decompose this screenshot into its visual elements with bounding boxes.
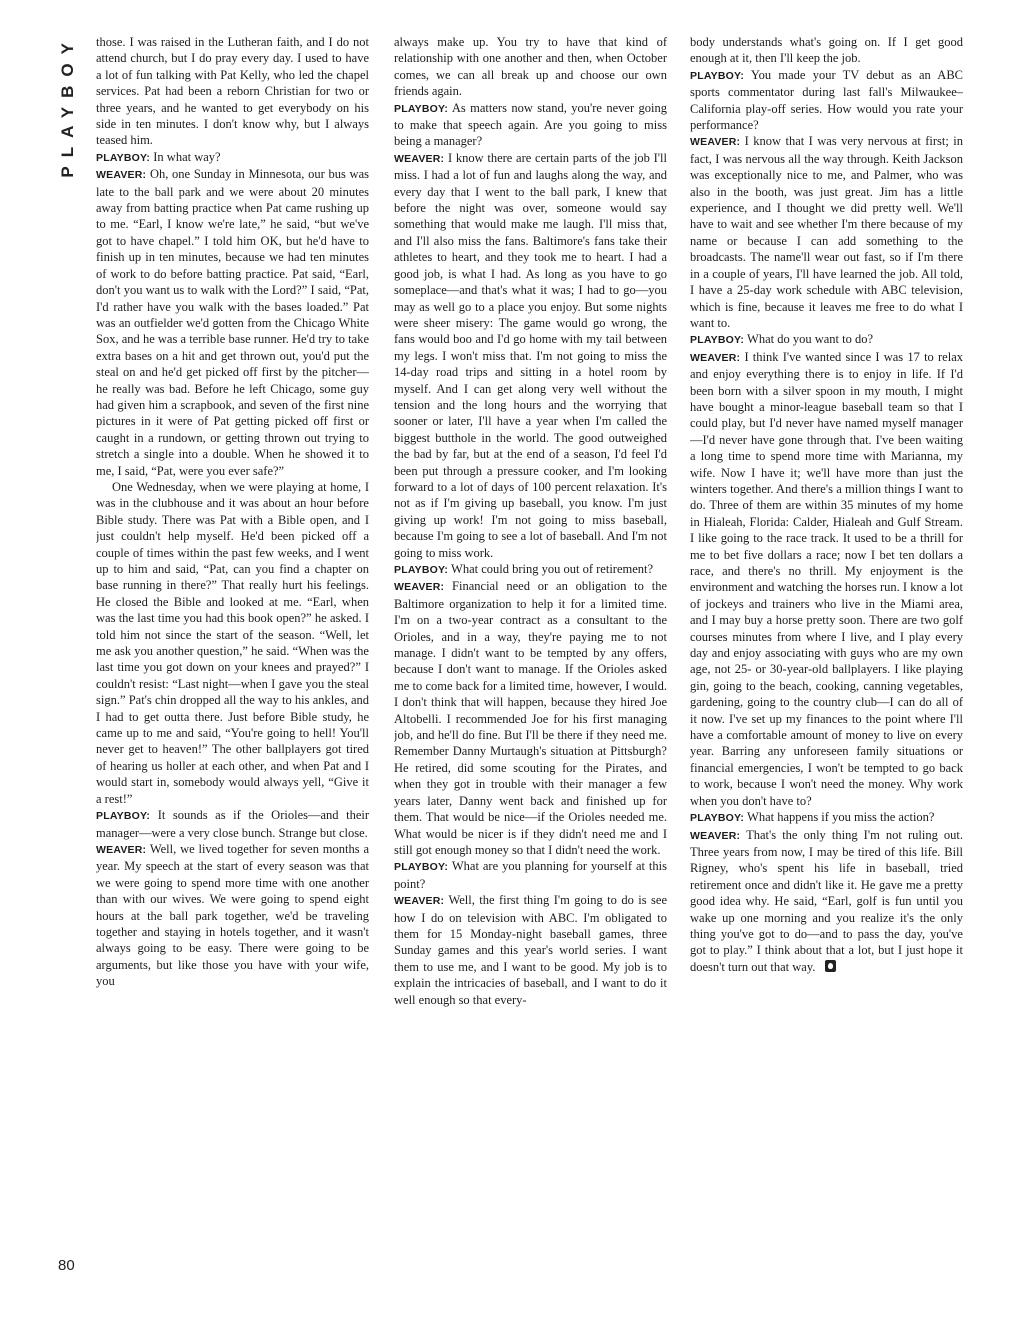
paragraph-text: What do you want to do? — [747, 332, 874, 347]
paragraph-text: What could bring you out of retirement? — [451, 562, 654, 576]
paragraph-text: I think I've wanted since I was 17 to relax and enjoy everything there is to enjoy in life. If I'd been born with a silver spoon in my mouth, I might have bought a minor-league baseball team so that I could play, but I'd never have named myself manager—I'd never have gone through that. I've been waiting a long time to spend more time with Marianna, my wife. Now I have it; we'll have more than just the winters together. And there's a million things I want to do. Three of them are within 35 minutes of my home in Hialeah, Florida: Calder, Hialeah and Gulf Stream. I like going to the race track. It used to be a thrill for me to bet five dollars a race; now I bet ten dollars a race, and there's no thrill. My enjoyment is the environment and watching the horses run. I know a lot of jockeys and trainers who live in the Miami area, and I may buy a horse pretty soon. There are two golf courses minutes from where I live, and I play every day and enjoy associating with guys who are my own age, not 25- or 30-year-old ballplayers. I like playing gin, going to the beach, cooking, canning vegetables, gardening, going to the country club—I can do all of it now. I've set up my finances to the point where I'll have a comfortable amount of money to live on every year. Barring any unforeseen family situations or financial emergencies, I won't be tempted to go back to work, because I won't need the money. Why work when you don't have to? — [690, 349, 963, 808]
running-head: PLAYBOY — [58, 34, 77, 178]
text-column-3 — [690, 34, 963, 1274]
speaker-label: PLAYBOY: — [690, 334, 745, 347]
body-paragraph — [690, 34, 963, 67]
paragraph-text: You made your TV debut as an ABC sports commentator during last fall's Milwaukee–California play-off series. How would you rate your performance? — [690, 67, 963, 133]
paragraph-text: those. I was raised in the Lutheran faith, and I do not attend church, but I do pray every day. I used to have a lot of fun talking with Pat Kelly, who led the chapel services. Pat had been a reborn Christian for two or three years, and he wanted to get everybody on his side in ten minutes. I don't know why, but I always teased him. — [96, 35, 369, 148]
body-paragraph — [96, 479, 369, 807]
paragraph-text: As matters now stand, you're never going to make that speech again. Are you going to miss being a manager? — [394, 100, 667, 149]
speaker-label: WEAVER: — [690, 829, 741, 842]
body-paragraph — [96, 34, 369, 149]
paragraph-text: That's the only thing I'm not ruling out. Three years from now, I may be tired of this life. Bill Rigney, who's spent his life in baseball, tried retirement once and didn't like it. He gave me a pretty good idea why. He said, “Earl, golf is fun until you wake up one morning and you realize it's the only thing you've got to do—and to pass the day, you've got to play.” I think about that a lot, but I just hope it doesn't turn out that way. — [690, 827, 963, 974]
speaker-label: PLAYBOY: — [394, 102, 449, 115]
interview-paragraph — [690, 133, 963, 331]
interview-paragraph — [96, 149, 369, 166]
paragraph-text: In what way? — [153, 149, 221, 164]
paragraph-text: Well, the first thing I'm going to do is see how I do on television with ABC. I'm obligated to them for 15 Monday-night baseball games, three Sunday games and this year's world series. I want them to use me, and I want to be good. My job is to explain the intricacies of baseball, and I want to do it well enough so that every- — [394, 893, 667, 1007]
speaker-label: WEAVER: — [96, 843, 147, 856]
interview-paragraph — [394, 892, 667, 1008]
interview-paragraph — [394, 578, 667, 858]
paragraph-text: One Wednesday, when we were playing at home, I was in the clubhouse and it was about an hour before Bible study. There was Pat with a Bible open, and I just couldn't help myself. He'd been picked off a couple of times within the past few weeks, and I went up to him and said, “Pat, can you find a chapter on base running in there?” That really hurt his feelings. He closed the Bible and looked at me. “Earl, when was the last time you had this book open?” he asked. I told him not since the start of the season. “Well, let me ask you another question,” he said. “When was the last time you got down on your knees and prayed?” I couldn't resist: “Last night—when I gave you the steal sign.” Pat's chin dropped all the way to his ankles, and I had to get outta there. Just before Bible study, he came up to me and said, “You're going to hell! You'll never get to heaven!” The other ballplayers got tired of hearing us holler at each other, and when Pat and I would start in, somebody would always yell, “Give it a rest!” — [96, 479, 369, 806]
text-column-1 — [96, 34, 369, 1274]
speaker-label: WEAVER: — [690, 136, 741, 149]
interview-paragraph — [690, 349, 963, 809]
interview-paragraph — [394, 561, 667, 578]
speaker-label: PLAYBOY: — [690, 69, 745, 82]
paragraph-text: I know there are certain parts of the job I'll miss. I had a lot of fun and laughs along the way, and every day that I went to the ball park, I knew that before the night was over, someone would say something that would make me laugh. I'll miss that, and I'll also miss the fans. Baltimore's fans take their athletes to heart, and they took me to heart. I had a good job, is what I had. As long as you have to go someplace—and that's what it was; I had to go—you may as well go to a place you enjoy. But some nights were sheer misery: The game would go wrong, the fans would boo and I'd go home with my tail between my legs. I won't miss that. I'm not going to miss the 14-day road trips and sitting in a hotel room by myself. And I can get along very well without the tension and the long hours and the worrying that sooner or later, I'll have a year when I'm called the biggest butthole in the world. The good outweighed the bad by far, but at the end of a season, I'd feel I'd been put through a pressure cooker, and I'm looking forward to a lot of days of 100 percent relaxation. It's not as if I'm giving up baseball, you know. I'm just giving up work! I'm not going to miss baseball, because I'm going to see a lot of baseball. And I'm not going to miss work. — [394, 150, 667, 560]
interview-paragraph — [690, 331, 963, 348]
text-column-2 — [394, 34, 667, 1274]
speaker-label: WEAVER: — [96, 169, 147, 182]
paragraph-text: Well, we lived together for seven months a year. My speech at the start of every season was that we were going to spend more time with one another than with our wives. We were going to spend eight hours at the ball park together, we'd be traveling together and staying in hotels together, and it wasn't always going to be easy. There were going to be arguments, but like those you have with your wife, you — [96, 841, 369, 989]
paragraph-text: Oh, one Sunday in Minnesota, our bus was late to the ball park and we were about 20 minutes away from batting practice when Pat came rushing up to me. “Earl, I know we're late,” he said, “but we've got to have chapel.” I told him OK, but he'd have to finish up in ten minutes, because we had ten minutes of work to do before batting practice. Pat said, “Earl, don't you want us to walk with the Lord?” I said, “Pat, I'd rather have you walk with the bases loaded.” Pat was an outfielder we'd gotten from the Chicago White Sox, and he was a terrible base runner. He'd try to take extra bases on a hit and get thrown out, you'd put the steal on and he'd get picked off first by the pitcher—he really was bad. Before he left Chicago, some guy had given him a scrapbook, and seven of the first nine pictures in it were of Pat getting picked off first or caught in a rundown, or getting thrown out trying to stretch a single into a double. When he showed it to me, I said, “Pat, were you ever safe?” — [96, 167, 369, 478]
page-number: 80 — [58, 1257, 75, 1274]
speaker-label: WEAVER: — [394, 895, 445, 908]
interview-paragraph — [394, 858, 667, 892]
paragraph-text: Financial need or an obligation to the Baltimore organization to help it for a limited time. I'm on a two-year contract as a consultant to the Orioles, and in a way, they're paying me to not manage. I didn't want to be tempted by any offers, because I don't want to manage. If the Orioles asked me to come back for a limited time, however, I would. I don't think that will happen, because they hired Joe Altobelli. I recommended Joe for his first managing job, and he'll do fine. But I'll be there if they need me. Remember Danny Murtaugh's situation at Pittsburgh? He retired, did some scouting for the Pirates, and when they got in trouble with their manager a few years later, Danny went back and finished up for them. That would be nice—if the Orioles needed me. What would be nicer is if they didn't need me and I still got enough money so that I didn't need the work. — [394, 579, 667, 857]
speaker-label: WEAVER: — [394, 581, 445, 594]
speaker-label: PLAYBOY: — [394, 861, 449, 874]
speaker-label: WEAVER: — [690, 351, 741, 364]
paragraph-text: always make up. You try to have that kind of relationship with one another and then, when October comes, we can all break up and choose our own friends again. — [394, 35, 667, 99]
speaker-label: PLAYBOY: — [690, 812, 745, 825]
speaker-label: PLAYBOY: — [96, 151, 151, 164]
interview-paragraph — [96, 166, 369, 479]
interview-paragraph — [690, 67, 963, 134]
speaker-label: PLAYBOY: — [96, 810, 151, 823]
speaker-label: PLAYBOY: — [394, 564, 449, 576]
interview-paragraph — [96, 841, 369, 990]
paragraph-text: What are you planning for yourself at this point? — [394, 859, 667, 891]
speaker-label: WEAVER: — [394, 152, 445, 165]
interview-paragraph — [394, 100, 667, 150]
interview-paragraph — [394, 150, 667, 561]
paragraph-text: It sounds as if the Orioles—and their manager—were a very close bunch. Strange but close. — [96, 808, 369, 840]
interview-paragraph — [690, 827, 963, 976]
rabbit-head-end-mark-icon — [825, 960, 836, 972]
paragraph-text: body understands what's going on. If I get good enough at it, then I'll keep the job. — [690, 35, 963, 66]
interview-paragraph — [96, 807, 369, 841]
body-paragraph — [394, 34, 667, 100]
paragraph-text: I know that I was very nervous at first; in fact, I was nervous all the way through. Keith Jackson was exceptionally nice to me, and Palmer, who was also in the booth, was just great. Jim has a little experience, and I thought we did pretty well. We'll have to wait and see whether I'm there because of my name or because I can add something to the broadcasts. The name'll wear out fast, so if I'm there in a couple of years, I'll have learned the job. All told, I have a 25-day work schedule with ABC television, which is fine, because it leaves me free to do what I want to. — [690, 134, 963, 330]
paragraph-text: What happens if you miss the action? — [747, 810, 935, 825]
interview-paragraph — [690, 809, 963, 826]
